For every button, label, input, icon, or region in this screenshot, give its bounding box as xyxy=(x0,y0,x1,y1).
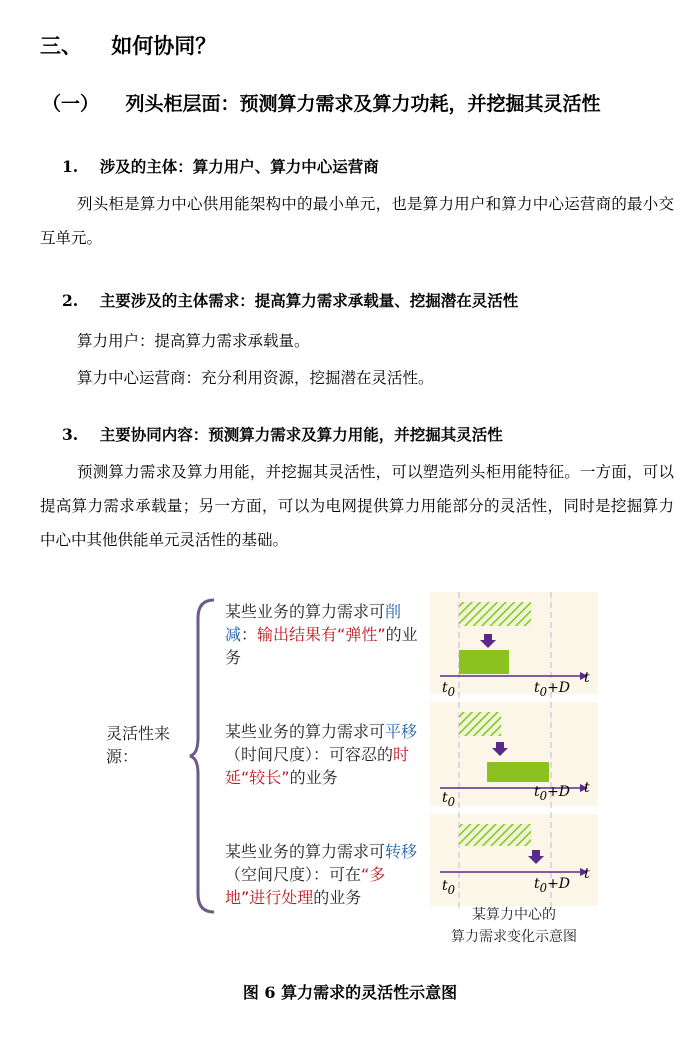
section-number: 三、 xyxy=(40,33,82,58)
axis-label-t0 xyxy=(442,878,455,897)
row-text: 的 xyxy=(377,745,394,764)
section-title: 如何协同？ xyxy=(111,33,217,58)
original-demand-bar xyxy=(459,602,531,626)
item-title: 涉及的主体：算力用户、算力中心运营商 xyxy=(99,157,379,176)
row-text: 某些业务的算力需求可 xyxy=(225,722,386,741)
note-line-2: 算力需求变化示意图 xyxy=(451,929,577,945)
item-title: 主要涉及的主体需求：提高算力需求承载量、挖掘潜在灵活性 xyxy=(99,291,519,310)
shifted-demand-bar xyxy=(487,762,549,782)
figure-row-1-text xyxy=(225,600,425,669)
axis-suffix: +D xyxy=(547,680,571,696)
axis-t: t xyxy=(442,680,448,696)
axis-label-tD xyxy=(534,876,570,895)
axis-t: t xyxy=(534,680,540,696)
axis-label-t0 xyxy=(442,790,455,809)
row-text: 某些业务的算力需求可 xyxy=(225,602,386,621)
row-text: ： xyxy=(241,625,258,644)
demand-diagram xyxy=(430,592,598,908)
row-text: 某些业务的算力需求可 xyxy=(225,842,386,861)
down-arrow-icon xyxy=(492,742,508,756)
row-keyword: 削减 xyxy=(225,602,402,644)
axis-t: t xyxy=(534,784,540,800)
figure-caption: 图 6 算力需求的灵活性示意图 xyxy=(242,983,458,1002)
row-text: 的业务 xyxy=(225,625,418,667)
down-arrow-icon xyxy=(528,850,544,864)
row-highlight: 输出结果有“弹性” xyxy=(257,625,386,644)
axis-sub: 0 xyxy=(447,684,456,699)
axis-suffix: +D xyxy=(547,784,571,800)
subsection-title: 列头柜层面：预测算力需求及算力功耗，并挖掘其灵活性 xyxy=(125,93,601,115)
original-demand-bar xyxy=(459,712,501,736)
axis-label-t: t xyxy=(584,780,590,796)
figure-row-3-text xyxy=(225,840,425,909)
item-number: 1. xyxy=(62,157,79,176)
subsection-number: （一） xyxy=(42,93,100,115)
row-text: （空间尺度）：可在 xyxy=(225,865,362,884)
figure-note xyxy=(430,904,598,948)
brace-icon xyxy=(188,598,218,914)
row-highlight: 时延“较长” xyxy=(225,745,410,787)
axis-suffix: +D xyxy=(547,876,571,892)
axis-label-t: t xyxy=(584,670,590,686)
note-line-1: 某算力中心的 xyxy=(472,907,556,923)
curtailed-demand-bar xyxy=(459,650,509,674)
section-heading xyxy=(40,30,216,60)
row-highlight: “多地”进行处理 xyxy=(225,865,386,907)
paragraph-2a: 算力用户：提高算力需求承载量。 xyxy=(77,332,310,350)
paragraph-1: 列头柜是算力中心供用能架构中的最小单元，也是算力用户和算力中心运营商的最小交互单元。 xyxy=(40,195,674,247)
row-text: （时间尺度）：可容忍 xyxy=(225,745,378,764)
axis-sub: 0 xyxy=(539,684,548,699)
axis-t: t xyxy=(442,790,448,806)
down-arrow-icon xyxy=(480,634,496,648)
axis-sub: 0 xyxy=(539,788,548,803)
axis-label-tD xyxy=(534,784,570,803)
figure-row-2-text xyxy=(225,720,425,789)
item-heading-1 xyxy=(62,155,379,177)
axis-label-t0 xyxy=(442,680,455,699)
row-keyword: 转移 xyxy=(385,842,418,861)
axis-label-tD xyxy=(534,680,570,699)
axis-t: t xyxy=(534,876,540,892)
item-title: 主要协同内容：预测算力需求及算力用能，并挖掘其灵活性 xyxy=(99,425,503,444)
original-demand-bar xyxy=(459,824,531,846)
axis-sub: 0 xyxy=(447,794,456,809)
row-keyword: 平移 xyxy=(385,722,418,741)
axis-sub: 0 xyxy=(447,882,456,897)
paragraph-3: 预测算力需求及算力用能，并挖掘其灵活性，可以塑造列头柜用能特征。一方面，可以提高算力需求承载量；另一方面，可以为电网提供算力用能部分的灵活性，同时是挖掘算力中心中其他供能单元灵活性的基础。 xyxy=(40,463,674,549)
item-heading-2 xyxy=(62,289,518,311)
paragraph-2b: 算力中心运营商：充分利用资源，挖掘潜在灵活性。 xyxy=(77,369,434,387)
item-heading-3 xyxy=(62,423,503,445)
row-text: 的业务 xyxy=(289,768,338,787)
figure-left-label: 灵活性来源： xyxy=(106,724,171,766)
row-text: 的业务 xyxy=(313,888,362,907)
axis-label-t: t xyxy=(584,866,590,882)
axis-sub: 0 xyxy=(539,880,548,895)
item-number: 2. xyxy=(62,291,79,310)
axis-t: t xyxy=(442,878,448,894)
subsection-heading xyxy=(42,89,601,116)
item-number: 3. xyxy=(62,425,79,444)
